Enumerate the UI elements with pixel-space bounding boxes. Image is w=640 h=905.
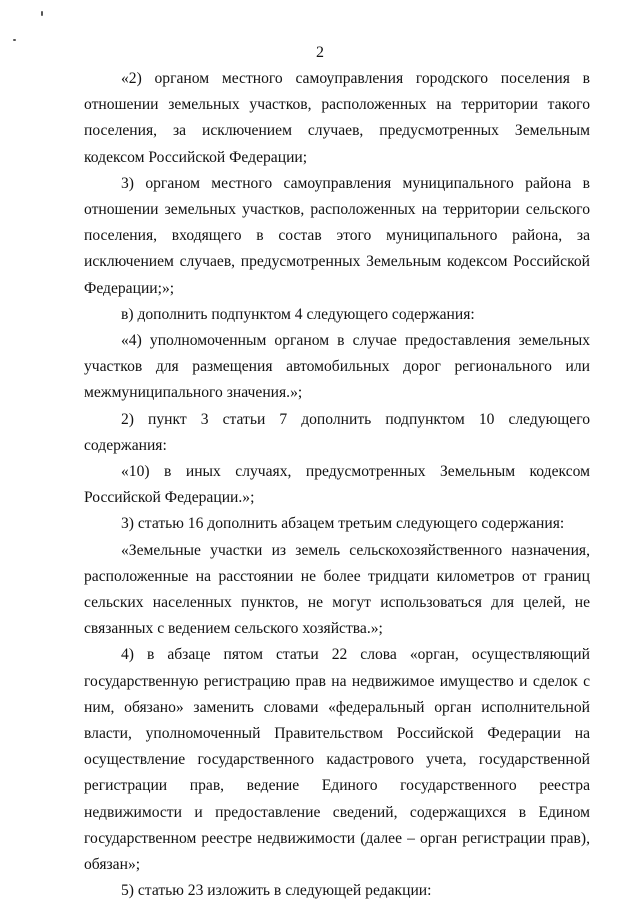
page-number: 2 — [316, 44, 324, 61]
paragraph: «4) уполномоченным органом в случае предоставления земельных участков для размещения автомобильных дорог регионального или межмуниципального значения.»; — [84, 332, 590, 402]
document-body — [84, 66, 590, 905]
paragraph: 2) пункт 3 статьи 7 дополнить подпунктом 10 следующего содержания: — [84, 410, 590, 454]
paragraph: 4) в абзаце пятом статьи 22 слова «орган, осуществляющий государственную регистрацию прав на недвижимое имущество и сделок с ним, обязано» заменить словами «федеральный орган исполнительной власти, уполномоченный Правительством Российской Федерации на осуществление государственного кадастрового учета, государственной регистрации прав, ведение Единого государственного реестра недвижимости и предоставление сведений, содержащихся в Едином государственном реестре недвижимости (далее – орган регистрации прав), обязан»; — [84, 646, 590, 874]
paragraph: 5) статью 23 изложить в следующей редакции: — [121, 882, 432, 900]
paragraph: «Земельные участки из земель сельскохозяйственного назначения, расположенные на расстоянии не более тридцати километров от границ сельских населенных пунктов, не могут использоваться для целей, не связанных с ведением сельского хозяйства.»; — [84, 541, 590, 638]
paragraph: в) дополнить подпунктом 4 следующего содержания: — [121, 305, 475, 323]
paragraph: «10) в иных случаях, предусмотренных Земельным кодексом Российской Федерации.»; — [84, 463, 590, 507]
scan-speck-left — [13, 39, 16, 41]
paragraph: «2) органом местного самоуправления городского поселения в отношении земельных участков, расположенных на территории такого поселения, за исключением случаев, предусмотренных Земельным кодексом Российской Федерации; — [84, 70, 590, 166]
scan-speck-top — [41, 11, 43, 16]
paragraph: 3) статью 16 дополнить абзацем третьим следующего содержания: — [121, 515, 565, 533]
paragraph: 3) органом местного самоуправления муниципального района в отношении земельных участков, расположенных на территории сельского поселения, входящего в состав этого муниципального района, за исключением случаев, предусмотренных Земельным кодексом Российской Федерации;»; — [84, 174, 590, 297]
